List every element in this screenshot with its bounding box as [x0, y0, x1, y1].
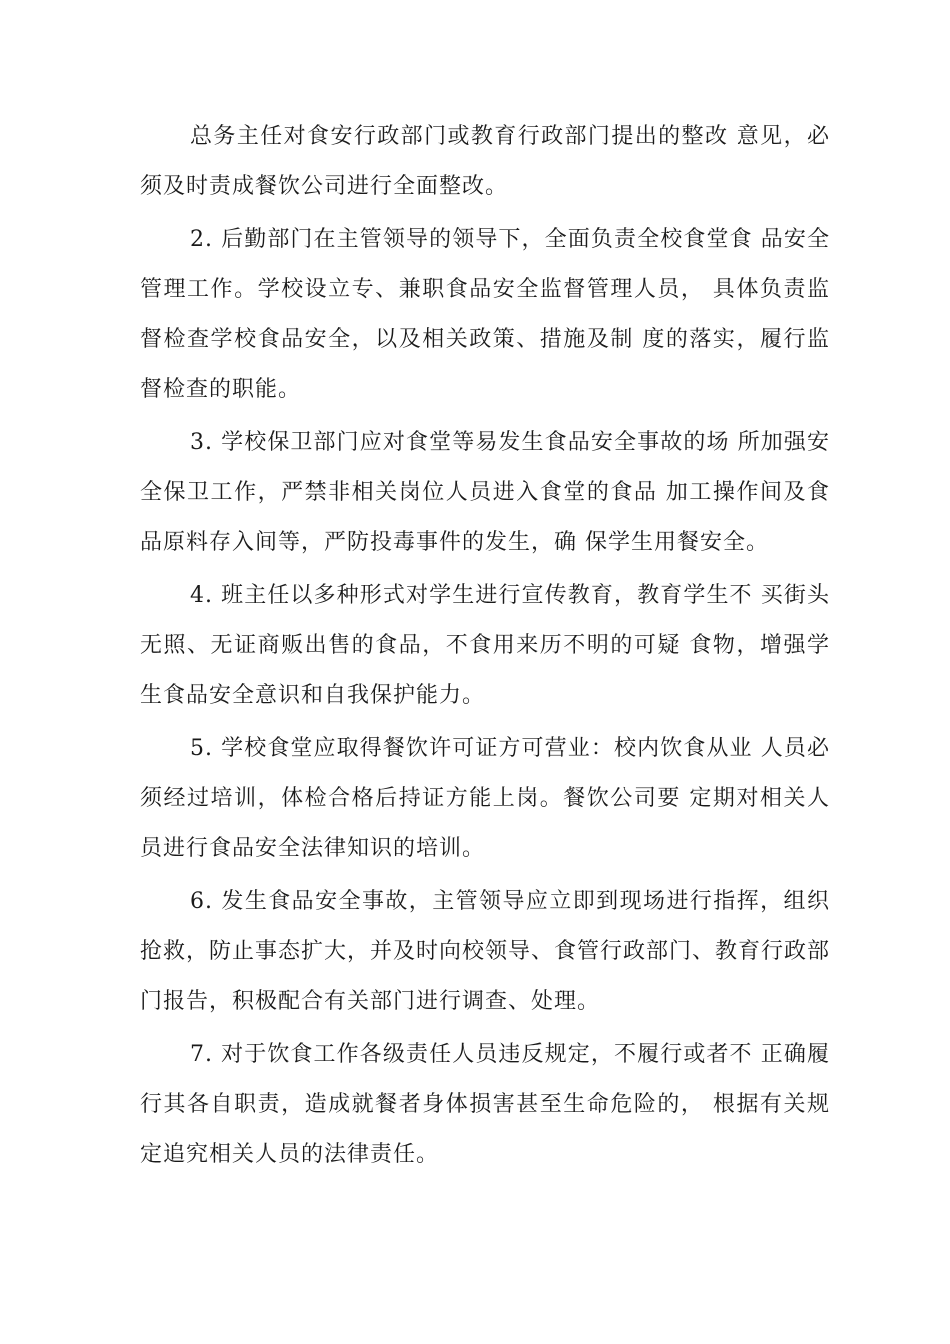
paragraph-rectification: 总务主任对食安行政部门或教育行政部门提出的整改 意见，必须及时责成餐饮公司进行全面整改。 — [140, 124, 830, 199]
paragraph-item-4: 4. 班主任以多种形式对学生进行宣传教育，教育学生不 买街头无照、无证商贩出售的食品，不食用来历不明的可疑 食物，增强学生食品安全意识和自我保护能力。 — [140, 583, 830, 708]
paragraph-item-7: 7. 对于饮食工作各级责任人员违反规定，不履行或者不 正确履行其各自职责，造成就餐者身体损害甚至生命危险的， 根据有关规定追究相关人员的法律责任。 — [140, 1042, 830, 1167]
paragraph-item-6: 6. 发生食品安全事故，主管领导应立即到现场进行指挥，组织抢救，防止事态扩大，并及时向校领导、食管行政部门、教育行政部门报告，积极配合有关部门进行调查、处理。 — [140, 889, 831, 1014]
document-body — [140, 112, 830, 1183]
paragraph-item-5: 5. 学校食堂应取得餐饮许可证方可营业：校内饮食从业 人员必须经过培训，体检合格后持证方能上岗。餐饮公司要 定期对相关人员进行食品安全法律知识的培训。 — [140, 736, 830, 861]
paragraph-item-2: 2. 后勤部门在主管领导的领导下，全面负责全校食堂食 品安全管理工作。学校设立专、兼职食品安全监督管理人员， 具体负责监督检查学校食品安全，以及相关政策、措施及制 度的落实，履行监督检查的职能。 — [140, 227, 830, 402]
paragraph-item-3: 3. 学校保卫部门应对食堂等易发生食品安全事故的场 所加强安全保卫工作，严禁非相关岗位人员进入食堂的食品 加工操作间及食品原料存入间等，严防投毒事件的发生，确 保学生用餐安全。 — [140, 430, 830, 555]
